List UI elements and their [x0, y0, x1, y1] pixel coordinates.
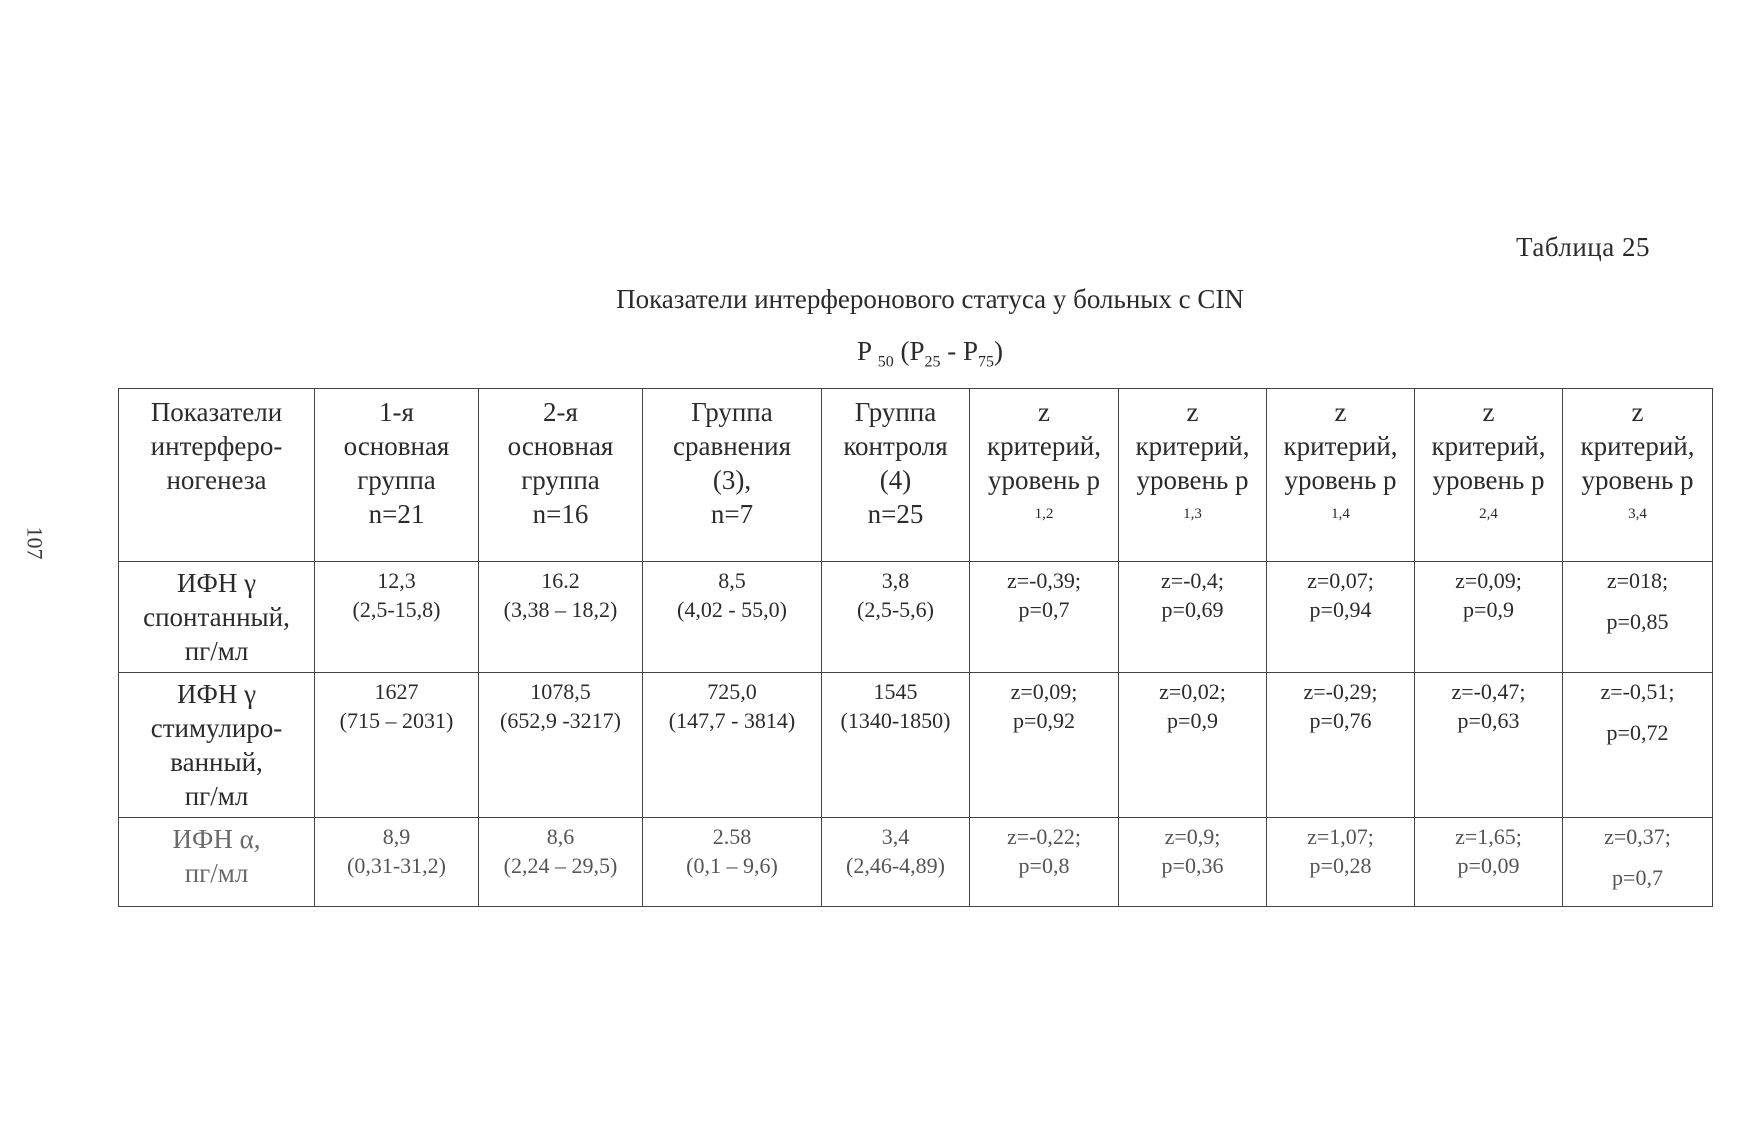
cell-subvalue: р=0,7 [1612, 865, 1663, 890]
cell-value: z=0,09; [1455, 568, 1522, 593]
column-header [1563, 389, 1713, 562]
table-cell [970, 562, 1119, 673]
column-header-line: n=16 [532, 499, 589, 529]
p-level-index: 3,4 [1628, 506, 1647, 522]
table-cell [1563, 562, 1713, 673]
column-header-line: уровень р [987, 465, 1101, 495]
column-header-line: уровень р [1136, 465, 1249, 495]
cell-value: 16.2 [541, 568, 580, 593]
table-row [119, 673, 1713, 818]
cell-value: z=0,37; [1604, 824, 1671, 849]
row-label-line: пг/мл [184, 858, 249, 888]
column-header-line: группа [357, 465, 436, 495]
p-level-index: 2,4 [1479, 506, 1498, 522]
cell-subvalue: р=0,8 [1018, 853, 1070, 878]
column-header-line: 2-я [543, 397, 578, 427]
cell-value: z=0,02; [1159, 679, 1226, 704]
cell-value: z=-0,51; [1600, 679, 1675, 704]
table-cell [1267, 818, 1415, 907]
column-header-line: z [1186, 397, 1199, 427]
table-cell [643, 562, 822, 673]
cell-subvalue: (0,31-31,2) [347, 853, 446, 878]
p-level-index: 1,2 [1034, 506, 1054, 522]
table-label: Таблица 25 [1516, 232, 1650, 262]
column-header-line: z [1631, 397, 1644, 427]
cell-subvalue: р=0,69 [1161, 597, 1224, 622]
cell-value: 8,5 [718, 568, 746, 593]
table-cell [822, 673, 970, 818]
cell-subvalue: (4,02 - 55,0) [677, 597, 787, 622]
table-cell [1267, 562, 1415, 673]
cell-subvalue: р=0,7 [1018, 597, 1070, 622]
table-cell [1119, 818, 1267, 907]
column-header-line: критерий, [1431, 431, 1546, 461]
column-header-line: группа [521, 465, 600, 495]
column-header [1267, 389, 1415, 562]
column-header [1415, 389, 1563, 562]
p-symbol: P [963, 336, 979, 366]
cell-subvalue: (1340-1850) [840, 708, 951, 733]
cell-value: z=-0,39; [1006, 568, 1082, 593]
table-cell [970, 818, 1119, 907]
p75-subscript: 75 [978, 353, 995, 371]
column-header [119, 389, 315, 562]
column-header-line: Показатели [150, 397, 283, 427]
cell-subvalue: р=0,94 [1309, 597, 1372, 622]
table-cell [1119, 673, 1267, 818]
p-level-index: 1,4 [1331, 506, 1350, 522]
row-label-line: ИФН γ [176, 568, 256, 598]
column-header-line: уровень р [1432, 465, 1545, 495]
table-cell [822, 562, 970, 673]
row-label-line: ИФН γ [176, 679, 256, 709]
row-label-line: ИФН α, [172, 824, 261, 854]
cell-value: 3,4 [881, 824, 910, 849]
cell-subvalue: (3,38 – 18,2) [503, 597, 618, 622]
table-cell [643, 818, 822, 907]
cell-value: z=0,09; [1010, 679, 1078, 704]
column-header-line: критерий, [1580, 431, 1695, 461]
cell-subvalue: р=0,85 [1606, 609, 1669, 634]
column-header-line: n=7 [710, 499, 754, 529]
table-cell [479, 673, 643, 818]
p-symbol: P [909, 336, 925, 366]
cell-subvalue: р=0,28 [1309, 853, 1372, 878]
row-label-line: ванный, [170, 747, 263, 777]
table-row [119, 562, 1713, 673]
row-label-cell [119, 562, 315, 673]
column-header-line: основная [507, 431, 614, 461]
column-header-line: z [1482, 397, 1495, 427]
cell-subvalue: р=0,09 [1457, 853, 1520, 878]
table-cell [1415, 673, 1563, 818]
column-header [970, 389, 1119, 562]
cell-value: z=1,65; [1455, 824, 1522, 849]
row-label-cell [119, 673, 315, 818]
cell-subvalue: (2,5-5,6) [857, 597, 934, 622]
cell-value: z=1,07; [1307, 824, 1374, 849]
cell-value: 1627 [374, 679, 419, 704]
column-header-line: Группа [691, 397, 773, 427]
cell-value: z=0,9; [1164, 824, 1221, 849]
cell-subvalue: (147,7 - 3814) [668, 708, 796, 733]
column-header-line: критерий, [1283, 431, 1398, 461]
column-header [1119, 389, 1267, 562]
row-label-line: пг/мл [184, 781, 249, 811]
cell-value: z=018; [1606, 568, 1669, 593]
column-header-line: (4) [879, 465, 912, 495]
interferon-status-table [118, 388, 1713, 907]
table-cell [822, 818, 970, 907]
table-cell [1119, 562, 1267, 673]
column-header [822, 389, 970, 562]
column-header-line: критерий, [1135, 431, 1250, 461]
table-cell [479, 818, 643, 907]
cell-subvalue: р=0,72 [1606, 720, 1669, 745]
table-cell [1415, 562, 1563, 673]
p-symbol: P [856, 336, 871, 366]
row-label-cell [119, 818, 315, 907]
table-row [119, 818, 1713, 907]
p50-subscript: 50 [877, 353, 894, 371]
cell-value: 3,8 [881, 568, 910, 593]
page-number: 107 [22, 526, 48, 560]
table-cell [643, 673, 822, 818]
p-level-index: 1,3 [1183, 506, 1202, 522]
table-cell [970, 673, 1119, 818]
cell-value: 8,9 [382, 824, 411, 849]
cell-value: z=0,07; [1307, 568, 1374, 593]
column-header-line: основная [343, 431, 450, 461]
cell-subvalue: (2,24 – 29,5) [503, 853, 618, 878]
cell-value: z=-0,47; [1451, 679, 1526, 704]
cell-subvalue: (2,5-15,8) [352, 597, 441, 622]
cell-subvalue: р=0,9 [1463, 597, 1514, 622]
cell-subvalue: р=0,63 [1457, 708, 1520, 733]
column-header-line: интерферо- [150, 431, 283, 461]
table-cell [1267, 673, 1415, 818]
cell-value: 1545 [873, 679, 918, 704]
table-cell [315, 562, 479, 673]
column-header-line: (3), [712, 465, 752, 495]
cell-value: z=-0,4; [1160, 568, 1225, 593]
column-header-line: z [1334, 397, 1347, 427]
table-cell [315, 818, 479, 907]
column-header-line: контроля [843, 431, 948, 461]
column-header [315, 389, 479, 562]
table-cell [1415, 818, 1563, 907]
cell-subvalue: (0,1 – 9,6) [686, 853, 778, 878]
cell-subvalue: р=0,92 [1013, 708, 1075, 733]
header-row [119, 389, 1713, 562]
table-cell [315, 673, 479, 818]
column-header-line: n=25 [867, 499, 924, 529]
column-header-line: сравнения [673, 431, 791, 461]
column-header-line: уровень р [1581, 465, 1694, 495]
column-header [643, 389, 822, 562]
cell-value: 1078,5 [530, 679, 591, 704]
column-header-line: z [1038, 397, 1050, 427]
column-header-line: 1-я [379, 397, 414, 427]
column-header-line: уровень р [1284, 465, 1397, 495]
statistic-notation: P $_{50}$ $(P_{25} - P_{75})$ [856, 336, 1004, 371]
cell-value: z=-0,29; [1303, 679, 1378, 704]
column-header-line: ногенеза [166, 465, 267, 495]
column-header-line: Группа [854, 397, 937, 427]
cell-subvalue: (652,9 -3217) [500, 708, 621, 733]
column-header-line: критерий, [987, 431, 1101, 461]
table-title: Показатели интерферонового статуса у больных с CIN [616, 284, 1244, 314]
cell-subvalue: р=0,36 [1161, 853, 1224, 878]
cell-value: 12,3 [377, 568, 416, 593]
cell-subvalue: р=0,76 [1309, 708, 1372, 733]
cell-value: 2.58 [712, 824, 752, 849]
column-header [479, 389, 643, 562]
cell-value: 8,6 [546, 824, 575, 849]
row-label-line: стимулиро- [150, 713, 283, 743]
cell-subvalue: р=0,9 [1167, 708, 1218, 733]
column-header-line: n=21 [368, 499, 425, 529]
row-label-line: спонтанный, [143, 602, 290, 632]
table-cell [1563, 673, 1713, 818]
p25-subscript: 25 [924, 353, 941, 371]
cell-subvalue: (2,46-4,89) [846, 853, 945, 878]
table-cell [1563, 818, 1713, 907]
table-cell [479, 562, 643, 673]
cell-value: 725,0 [707, 679, 757, 704]
cell-value: z=-0,22; [1006, 824, 1082, 849]
row-label-line: пг/мл [184, 636, 249, 666]
cell-subvalue: (715 – 2031) [339, 708, 454, 733]
